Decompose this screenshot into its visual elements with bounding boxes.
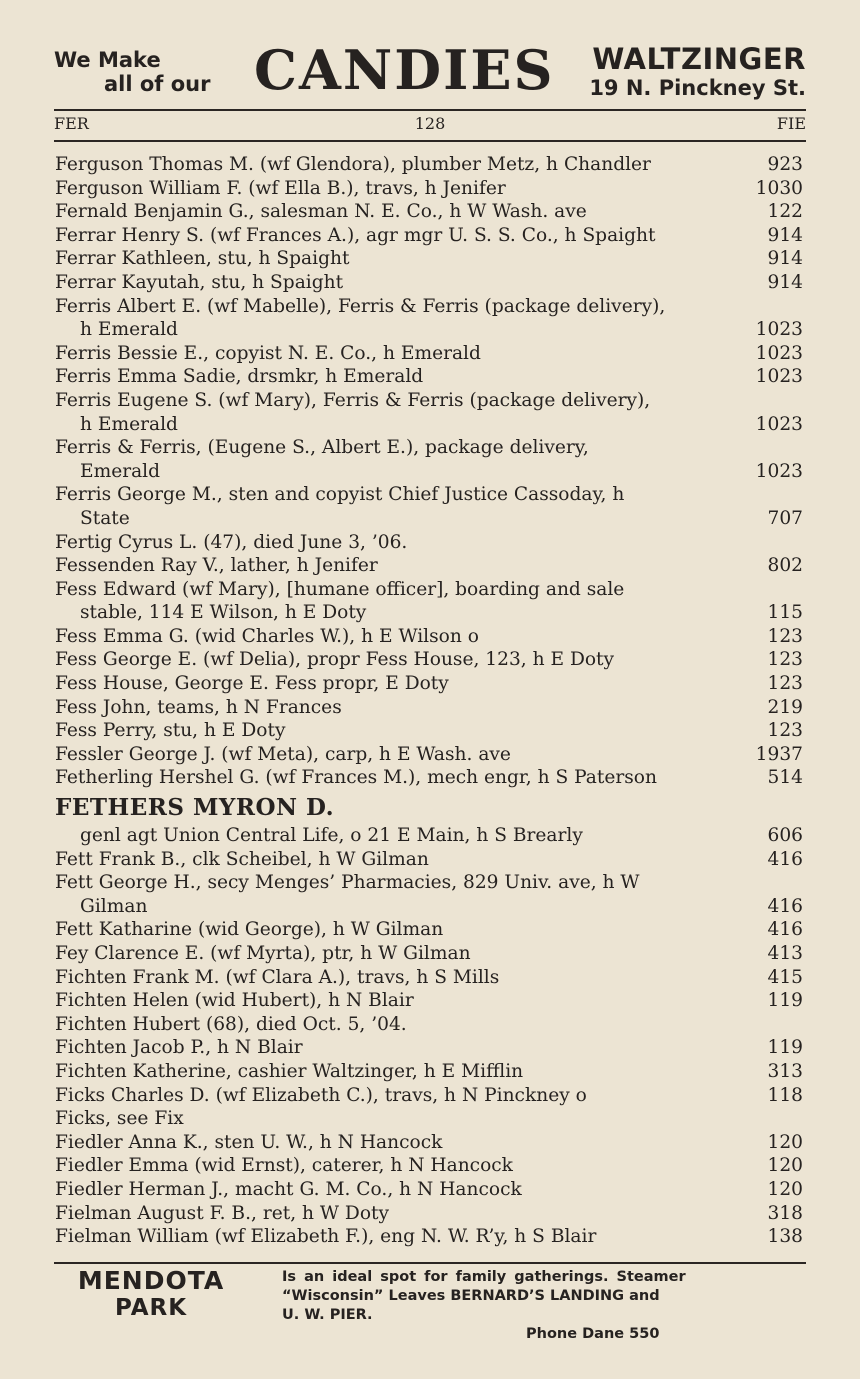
entry-line	[55, 848, 805, 872]
entry-line	[55, 177, 805, 201]
entry-text: Fey Clarence E. (wf Myrta), ptr, h W Gilman	[55, 943, 471, 964]
entry-line	[55, 766, 805, 790]
entry-line	[55, 1084, 805, 1108]
entry-text: FETHERS MYRON D.	[55, 794, 335, 822]
entry-house-number: 119	[767, 990, 803, 1012]
directory-listing	[55, 153, 805, 1249]
entry-house-number: 914	[767, 271, 803, 293]
entry-house-number: 1023	[755, 342, 803, 364]
entry-text: stable, 114 E Wilson, h E Doty	[80, 602, 367, 624]
entry-text: Fett Frank B., clk Scheibel, h W Gilman	[55, 848, 429, 870]
entry-line	[55, 1202, 805, 1226]
running-head	[54, 113, 806, 135]
entry-text: h Emerald	[80, 413, 178, 435]
entry-line	[55, 295, 805, 319]
entry-text: Ferris Bessie E., copyist N. E. Co., h Emerald	[55, 342, 481, 364]
entry-house-number: 923	[767, 154, 803, 175]
entry-text: Fiedler Herman J., macht G. M. Co., h N Hancock	[55, 1178, 522, 1200]
entry-house-number: 219	[767, 696, 803, 718]
entry-line	[55, 918, 805, 942]
entry-continuation-line	[55, 824, 805, 848]
entry-house-number: 123	[767, 673, 803, 695]
entry-text: Ferris Albert E. (wf Mabelle), Ferris & Ferris (package delivery),	[55, 295, 666, 317]
entry-line	[55, 1036, 805, 1060]
entry-house-number: 707	[767, 507, 803, 529]
ad-tagline-line1: We Make	[54, 48, 161, 72]
entry-house-number: 1937	[755, 743, 803, 765]
entry-text: Fiedler Emma (wid Ernst), caterer, h N Hancock	[55, 1155, 513, 1177]
entry-line	[55, 1225, 805, 1249]
guide-word-left: FER	[54, 114, 89, 133]
entry-text: Ferrar Kayutah, stu, h Spaight	[55, 271, 344, 293]
entry-text: Fichten Helen (wid Hubert), h N Blair	[55, 990, 414, 1012]
entry-house-number: 138	[767, 1226, 803, 1248]
entry-line	[55, 342, 805, 366]
mendota-ad-line2: “Wisconsin” Leaves BERNARD’S LANDING and	[282, 1288, 660, 1304]
entry-line	[55, 1178, 805, 1202]
entry-text: Ferguson William F. (wf Ella B.), travs, h Jenifer	[55, 177, 506, 199]
entry-house-number: 313	[767, 1060, 803, 1082]
entry-house-number: 120	[767, 1178, 803, 1200]
entry-text: Fett George H., secy Menges’ Pharmacies, 829 Univ. ave, h W	[55, 872, 640, 894]
entry-continuation-line	[55, 895, 805, 919]
mendota-word: MENDOTA	[77, 1266, 225, 1295]
entry-text: Fertig Cyrus L. (47), died June 3, ’06.	[55, 531, 408, 553]
entry-house-number: 318	[767, 1202, 803, 1224]
entry-line	[55, 1154, 805, 1178]
entry-house-number: 118	[767, 1084, 803, 1106]
entry-house-number: 120	[767, 1131, 803, 1153]
entry-line	[55, 1107, 805, 1131]
mendota-park-title	[56, 1268, 246, 1322]
entry-house-number: 416	[767, 919, 803, 941]
entry-house-number: 1023	[755, 413, 803, 435]
entry-line	[55, 625, 805, 649]
entry-heading	[55, 790, 805, 824]
entry-house-number: 1023	[755, 460, 803, 482]
entry-line	[55, 578, 805, 602]
entry-house-number: 119	[767, 1037, 803, 1059]
entry-text: Fichten Jacob P., h N Blair	[55, 1037, 303, 1059]
entry-line	[55, 966, 805, 990]
entry-text: Emerald	[80, 460, 161, 482]
entry-text: Fessenden Ray V., lather, h Jenifer	[55, 555, 378, 577]
entry-line	[55, 1131, 805, 1155]
entry-text: Fess Perry, stu, h E Doty	[55, 720, 286, 742]
entry-house-number: 606	[767, 825, 803, 847]
park-word: PARK	[114, 1295, 188, 1321]
entry-house-number: 416	[767, 848, 803, 870]
ad-candies-word: CANDIES	[254, 38, 555, 102]
entry-text: Fess Edward (wf Mary), [humane officer], boarding and sale	[55, 578, 625, 600]
entry-line	[55, 247, 805, 271]
ad-merchant-address: 19 N. Pinckney St.	[589, 76, 806, 100]
entry-text: Ferguson Thomas M. (wf Glendora), plumber Metz, h Chandler	[55, 154, 651, 175]
entry-line	[55, 672, 805, 696]
entry-line	[55, 389, 805, 413]
entry-line	[55, 271, 805, 295]
entry-text: Ferris Emma Sadie, drsmkr, h Emerald	[55, 366, 424, 388]
entry-text: Ferris George M., sten and copyist Chief Justice Cassoday, h	[55, 484, 625, 506]
entry-house-number: 413	[767, 943, 803, 964]
entry-text: Fiedler Anna K., sten U. W., h N Hancock	[55, 1131, 443, 1153]
entry-text: Ficks, see Fix	[55, 1108, 184, 1130]
entry-continuation-line	[55, 601, 805, 625]
entry-continuation-line	[55, 460, 805, 484]
entry-house-number: 120	[767, 1155, 803, 1177]
entry-house-number: 914	[767, 248, 803, 270]
entry-text: Fielman August F. B., ret, h W Doty	[55, 1202, 389, 1224]
entry-text: Ferrar Henry S. (wf Frances A.), agr mgr U. S. S. Co., h Spaight	[55, 224, 656, 246]
entry-continuation-line	[55, 507, 805, 531]
entry-line	[55, 871, 805, 895]
entry-text: Fess House, George E. Fess propr, E Doty	[55, 673, 449, 695]
entry-house-number: 123	[767, 649, 803, 671]
entry-continuation-line	[55, 413, 805, 437]
entry-text: genl agt Union Central Life, o 21 E Main, h S Brearly	[80, 825, 583, 847]
entry-text: Ficks Charles D. (wf Elizabeth C.), travs, h N Pinckney o	[55, 1084, 587, 1106]
mendota-ad-line1: Is an ideal spot for family gatherings. Steamer	[282, 1269, 686, 1285]
entry-text: Fernald Benjamin G., salesman N. E. Co., h W Wash. ave	[55, 201, 587, 223]
guide-word-right: FIE	[776, 114, 806, 133]
entry-text: Fess Emma G. (wid Charles W.), h E Wilson o	[55, 625, 479, 647]
entry-text: Ferris & Ferris, (Eugene S., Albert E.), package delivery,	[55, 437, 589, 459]
entry-line	[55, 1013, 805, 1037]
entry-line	[55, 743, 805, 767]
entry-line	[55, 1060, 805, 1084]
entry-text: Ferrar Kathleen, stu, h Spaight	[55, 248, 350, 270]
entry-text: Fielman William (wf Elizabeth F.), eng N. W. R’y, h S Blair	[55, 1226, 597, 1248]
entry-text: Ferris Eugene S. (wf Mary), Ferris & Ferris (package delivery),	[55, 389, 651, 411]
entry-text: Fichten Frank M. (wf Clara A.), travs, h S Mills	[55, 966, 500, 988]
entry-house-number: 123	[767, 625, 803, 647]
ad-merchant	[589, 44, 806, 102]
mendota-phone: Phone Dane 550	[526, 1326, 660, 1342]
mendota-pier: U. W. PIER.	[282, 1307, 373, 1323]
header-rule	[54, 140, 806, 142]
footer-rule	[54, 1262, 806, 1264]
ad-tagline-line2: all of our	[104, 72, 211, 96]
entry-line	[55, 942, 805, 966]
mendota-ad-line3	[282, 1306, 806, 1342]
entry-text: Fichten Katherine, cashier Waltzinger, h E Mifflin	[55, 1060, 524, 1082]
entry-line	[55, 989, 805, 1013]
entry-house-number: 802	[767, 555, 803, 577]
entry-text: Gilman	[80, 895, 148, 917]
entry-text: Fett Katharine (wid George), h W Gilman	[55, 919, 444, 941]
entry-line	[55, 719, 805, 743]
entry-line	[55, 554, 805, 578]
entry-line	[55, 436, 805, 460]
entry-line	[55, 696, 805, 720]
page-number: 128	[414, 114, 446, 133]
entry-text: Fichten Hubert (68), died Oct. 5, ’04.	[55, 1013, 407, 1035]
entry-house-number: 415	[767, 966, 803, 988]
entry-house-number: 514	[767, 767, 803, 789]
entry-text: h Emerald	[80, 319, 178, 341]
entry-text: Fetherling Hershel G. (wf Frances M.), mech engr, h S Paterson	[55, 767, 657, 789]
mendota-advertisement	[56, 1266, 806, 1342]
entry-house-number: 416	[767, 895, 803, 917]
entry-line	[55, 483, 805, 507]
entry-house-number: 914	[767, 224, 803, 246]
entry-line	[55, 531, 805, 555]
ad-merchant-name: WALTZINGER	[592, 42, 806, 76]
entry-line	[55, 365, 805, 389]
ad-tagline	[54, 48, 211, 96]
entry-house-number: 123	[767, 720, 803, 742]
entry-text: Fess John, teams, h N Frances	[55, 696, 342, 718]
entry-house-number: 1023	[755, 366, 803, 388]
entry-house-number: 1030	[755, 177, 803, 199]
top-rule	[54, 109, 806, 111]
entry-text: Fess George E. (wf Delia), propr Fess House, 123, h E Doty	[55, 649, 615, 671]
entry-line	[55, 648, 805, 672]
entry-line	[55, 153, 805, 177]
candy-advertisement	[54, 40, 806, 106]
entry-line	[55, 224, 805, 248]
entry-house-number: 115	[767, 602, 803, 624]
entry-house-number: 122	[767, 201, 803, 223]
entry-text: Fessler George J. (wf Meta), carp, h E Wash. ave	[55, 743, 511, 765]
entry-line	[55, 200, 805, 224]
entry-text: State	[80, 507, 130, 529]
mendota-ad-copy	[282, 1268, 806, 1342]
entry-continuation-line	[55, 318, 805, 342]
entry-house-number: 1023	[755, 319, 803, 341]
